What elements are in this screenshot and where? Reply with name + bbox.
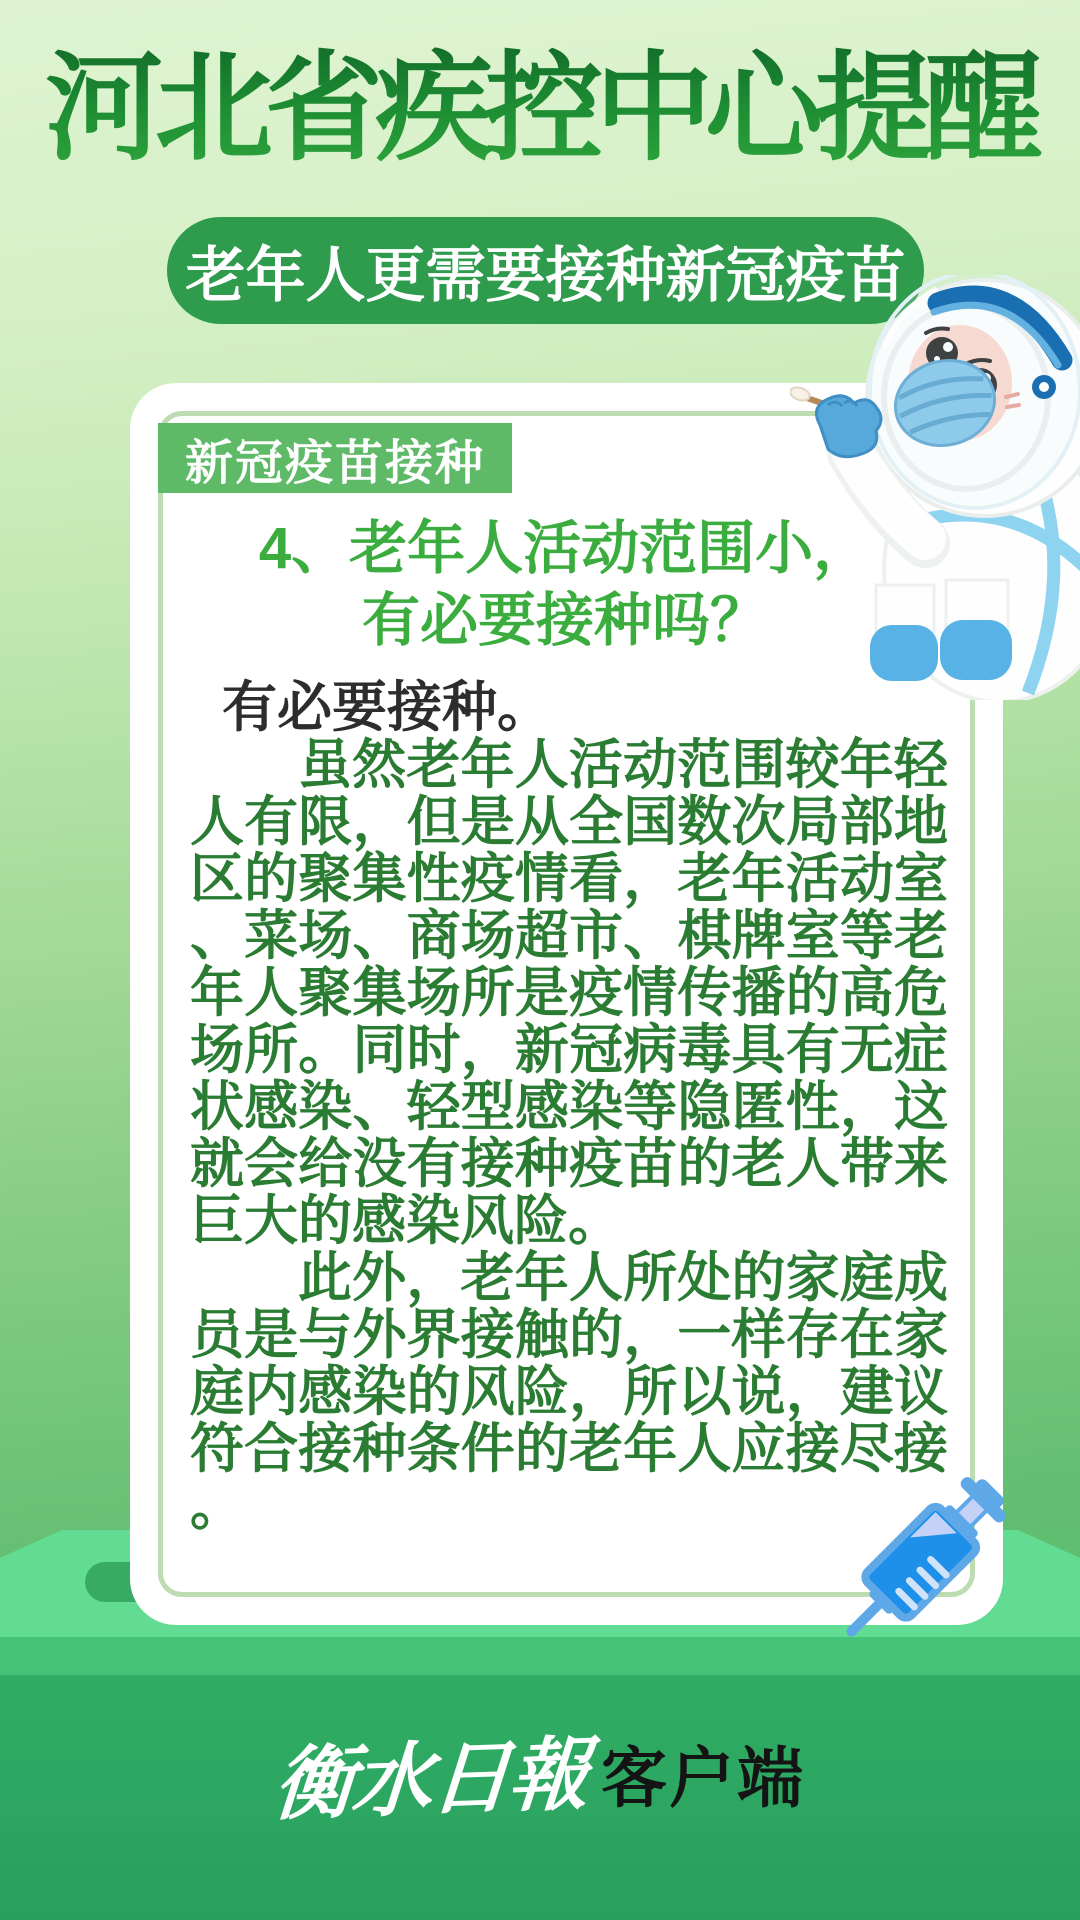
poster-title: 河北省疾控中心提醒 — [0, 38, 1080, 178]
answer-body — [190, 737, 948, 1535]
answer-lead: 有必要接种。 — [222, 676, 553, 738]
brand-suffix-text: 客户端 — [601, 1740, 805, 1815]
section-tag — [158, 423, 512, 493]
paragraph-2: 此外，老年人所处的家庭成员是与外界接触的，一样存在家庭内感染的风险，所以说，建议符合接种条件的老年人应接尽接。 — [190, 1248, 948, 1536]
question-line-1: 4、老年人活动范围小， — [258, 516, 872, 581]
brand-logo-text: 衡水日報 — [270, 1726, 591, 1831]
medical-worker-illustration — [790, 275, 1080, 700]
paragraph-1: 虽然老年人活动范围较年轻人有限，但是从全国数次局部地区的聚集性疫情看，老年活动室、菜场、商场超市、棋牌室等老年人聚集场所是疫情传播的高危场所。同时，新冠病毒具有无症状感染、轻型感染等隐匿性，这就会给没有接种疫苗的老人带来巨大的感染风险。 — [190, 735, 948, 1251]
syringe-icon — [815, 1448, 1025, 1678]
question-line-2: 有必要接种吗？ — [361, 588, 768, 653]
footer-brand — [0, 1722, 1080, 1831]
section-tag-label: 新冠疫苗接种 — [184, 436, 485, 490]
subtitle-text: 老年人更需要接种新冠疫苗 — [185, 241, 906, 309]
